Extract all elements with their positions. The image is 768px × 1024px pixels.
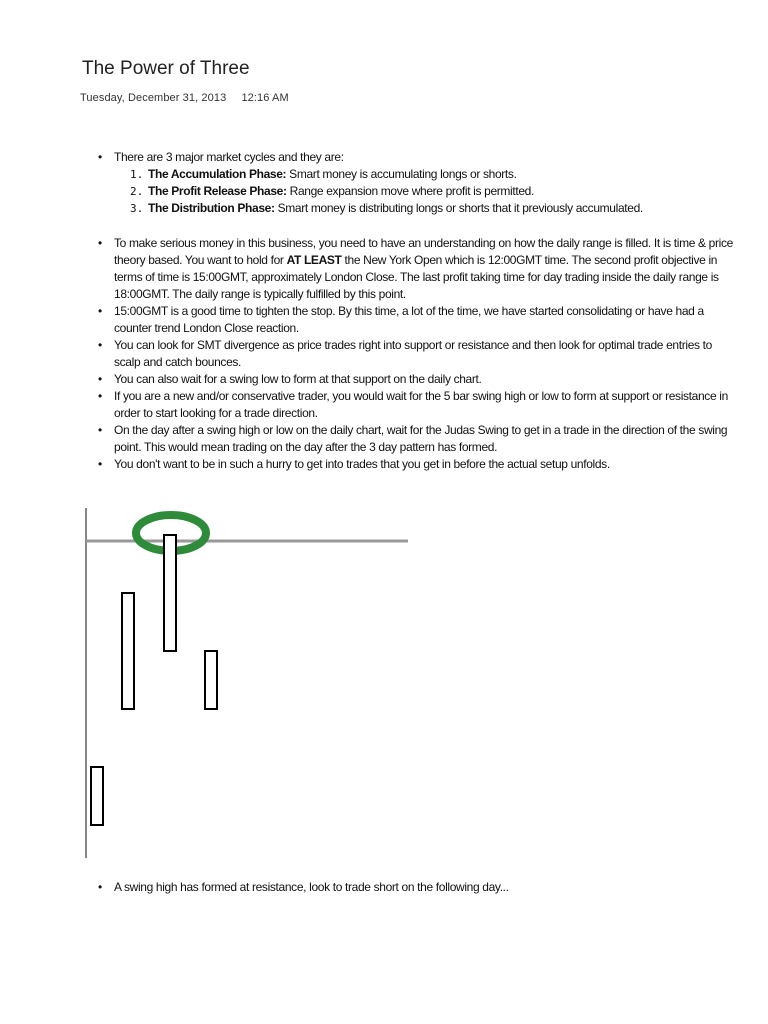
phase-number: 3. xyxy=(130,202,144,215)
candle-bar xyxy=(122,593,134,709)
list-item: • If you are a new and/or conservative trader, you would wait for the 5 bar swing high or low to form at support or resistance in order to start looking for a trade direction. xyxy=(96,388,736,422)
cycles-intro: There are 3 major market cycles and they are: xyxy=(114,150,344,164)
point-emphasis: AT LEAST xyxy=(286,253,342,267)
chart-caption: • A swing high has formed at resistance, look to trade short on the following day... xyxy=(96,879,736,896)
candle-bar xyxy=(205,651,217,709)
phase-item xyxy=(130,200,736,217)
list-item: • 15:00GMT is a good time to tighten the stop. By this time, a lot of the time, we have started consolidating or have had a counter trend London Close reaction. xyxy=(96,303,736,337)
phase-number: 2. xyxy=(130,185,144,198)
phases-list xyxy=(114,166,736,217)
phase-name: The Profit Release Phase: xyxy=(148,184,287,198)
trading-points-list xyxy=(96,235,736,473)
candle-bars xyxy=(91,535,217,825)
note-title: The Power of Three xyxy=(82,58,250,79)
phase-name: The Distribution Phase: xyxy=(148,201,275,215)
phase-text: Smart money is distributing longs or shorts that it previously accumulated. xyxy=(274,201,643,215)
list-item: • On the day after a swing high or low on the daily chart, wait for the Judas Swing to get in a trade in the direction of the swing point. This would mean trading on the day after the 3 day pattern has formed. xyxy=(96,422,736,456)
list-item: • You can look for SMT divergence as price trades right into support or resistance and then look for optimal trade entries to scalp and catch bounces. xyxy=(96,337,736,371)
list-item: • You can also wait for a swing low to form at that support on the daily chart. xyxy=(96,371,736,388)
phase-number: 1. xyxy=(130,168,144,181)
candle-bar xyxy=(164,535,176,651)
note-time: 12:16 AM xyxy=(241,92,289,104)
chart-caption-list xyxy=(96,879,736,896)
note-timestamp xyxy=(80,92,289,104)
note-date: Tuesday, December 31, 2013 xyxy=(80,92,227,104)
candle-bar xyxy=(91,767,103,825)
list-item: • You don't want to be in such a hurry to get into trades that you get in before the actual setup unfolds. xyxy=(96,456,736,473)
phase-name: The Accumulation Phase: xyxy=(148,167,287,181)
phase-text: Range expansion move where profit is permitted. xyxy=(286,184,534,198)
market-cycles-list xyxy=(96,149,736,217)
swing-high-chart xyxy=(0,500,440,865)
phase-text: Smart money is accumulating longs or shorts. xyxy=(286,167,517,181)
list-item xyxy=(96,235,736,303)
list-item xyxy=(96,149,736,217)
phase-item xyxy=(130,183,736,200)
point-text: the New York Open which is 12:00GMT time. The second profit objective in terms of time is 15:00GMT, approximately London Close. The last profit taking time for day trading inside the daily range is 18:00GMT. The daily range is typically fulfilled by this point. xyxy=(114,253,719,301)
phase-item xyxy=(130,166,736,183)
point-text: To make serious money in this business, you need to have an understanding on how the daily range is filled. It is time & price theory based. You want to hold for xyxy=(114,236,733,267)
